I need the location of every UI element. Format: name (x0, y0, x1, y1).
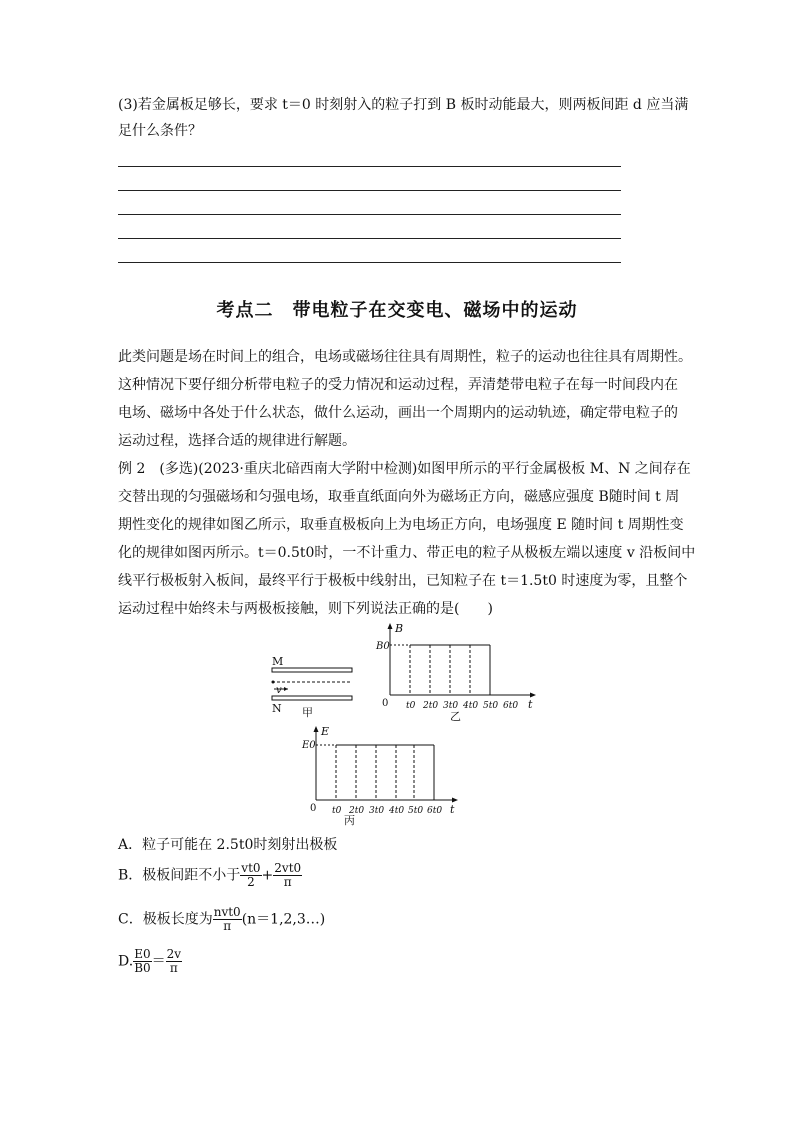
arrow-head-icon (388, 623, 393, 629)
intro-line: 这种情况下要仔细分析带电粒子的受力情况和运动过程，弄清楚带电粒子在每一时间段内在 (118, 377, 678, 393)
option-c-suffix: (n＝1,2,3…) (241, 911, 326, 928)
example-line: 交替出现的匀强磁场和匀强电场，取垂直纸面向外为磁场正方向，磁感应强度 B随时间 t 周 (118, 489, 680, 505)
velocity-label: v (276, 685, 282, 696)
tick-label: 2t0 (423, 701, 439, 711)
y-axis-label: B (395, 622, 404, 635)
pulse-train (410, 645, 490, 695)
example-line: 化的规律如图丙所示。t＝0.5t0时，一不计重力、带正电的粒子从极板左端以速度 v 沿板间中 (118, 545, 696, 561)
tick-label: 5t0 (408, 806, 424, 816)
equals-sign: ＝ (151, 953, 166, 970)
answer-line[interactable] (118, 190, 621, 191)
option-d[interactable] (118, 948, 182, 975)
arrow-head-icon (314, 726, 319, 732)
intro-line: 运动过程，选择合适的规律进行解题。 (118, 433, 356, 449)
answer-line[interactable] (118, 166, 621, 167)
option-c[interactable] (118, 906, 325, 933)
figure-caption: 甲 (302, 706, 313, 719)
figure-bing (296, 722, 466, 826)
level-label: B0 (376, 641, 390, 652)
answer-line[interactable] (118, 262, 621, 263)
example-text: (多选)(2023·重庆北碚西南大学附中检测)如图甲所示的平行金属极板 M、N 之间存在 (159, 461, 691, 477)
tick-label: t0 (332, 806, 342, 816)
figure-jia (262, 648, 362, 720)
example-line-1 (118, 455, 691, 483)
plus-sign: + (261, 867, 274, 884)
figure-caption: 丙 (344, 814, 355, 826)
plate-m (272, 668, 352, 672)
plate-n-label: N (272, 702, 282, 715)
intro-line: 电场、磁场中各处于什么状态，做什么运动，画出一个周期内的运动轨迹，确定带电粒子的 (118, 405, 678, 421)
level-label: E0 (302, 740, 316, 751)
tick-label: 6t0 (503, 701, 519, 711)
example-line: 线平行极板射入板间，最终平行于极板中线射出，已知粒子在 t＝1.5t0 时速度为零，且整个 (118, 573, 688, 589)
intro-paragraph (118, 343, 692, 455)
origin-label: 0 (382, 698, 389, 709)
fraction: $\frac{2v}{\pi}$ (166, 947, 182, 975)
tick-label: 4t0 (389, 806, 405, 816)
fraction: $\frac{2vt0}{\pi}$ (274, 861, 302, 889)
tick-label: t0 (406, 701, 416, 711)
option-c-prefix: C．极板长度为 (118, 911, 213, 928)
particle (272, 681, 275, 684)
tick-label: 6t0 (427, 806, 443, 816)
arrow-head-icon (452, 798, 458, 803)
fraction: $\frac{\text{nvt0}}{\pi}$ (213, 905, 241, 933)
tick-label: 4t0 (463, 701, 479, 711)
y-axis-label: E (321, 725, 330, 738)
example-line: 期性变化的规律如图乙所示，取垂直极板向上为电场正方向，电场强度 E 随时间 t 周期性变 (118, 517, 684, 533)
option-d-prefix: D. (118, 953, 134, 970)
section-title: 考点二 带电粒子在交变电、磁场中的运动 (216, 300, 578, 321)
intro-line: 此类问题是场在时间上的组合，电场或磁场往往具有周期性，粒子的运动也往往具有周期性。 (118, 349, 692, 365)
figure-yi (370, 620, 540, 722)
question-3-line2: 足什么条件？ (118, 123, 202, 139)
plate-n (272, 696, 352, 700)
option-b[interactable] (118, 862, 302, 889)
example-label: 例 2 (118, 461, 146, 477)
fraction: $\frac{vt0}{2}$ (241, 861, 261, 889)
figure-caption: 乙 (450, 710, 461, 722)
tick-label: 2t0 (349, 806, 365, 816)
answer-line[interactable] (118, 214, 621, 215)
question-3 (118, 92, 689, 144)
tick-label: 3t0 (369, 806, 385, 816)
x-axis-label: t (450, 803, 455, 816)
origin-label: 0 (310, 803, 317, 814)
fraction: $\frac{E0}{B0}$ (134, 947, 151, 975)
answer-line[interactable] (118, 238, 621, 239)
tick-label: 5t0 (483, 701, 499, 711)
x-axis-label: t (528, 698, 533, 711)
tick-label: 3t0 (443, 701, 459, 711)
arrow-head-icon (284, 687, 288, 691)
plate-m-label: M (272, 655, 284, 668)
example-line: 运动过程中始终未与两极板接触，则下列说法正确的是( ) (118, 601, 493, 617)
option-a[interactable]: A．粒子可能在 2.5t0时刻射出极板 (118, 837, 338, 853)
option-b-prefix: B．极板间距不小于 (118, 867, 241, 884)
arrow-head-icon (530, 693, 536, 698)
question-3-line1: (3)若金属板足够长，要求 t＝0 时刻射入的粒子打到 B 板时动能最大，则两板间距 d 应当满 (118, 97, 689, 113)
pulse-train (336, 745, 434, 800)
example-2 (118, 455, 696, 623)
